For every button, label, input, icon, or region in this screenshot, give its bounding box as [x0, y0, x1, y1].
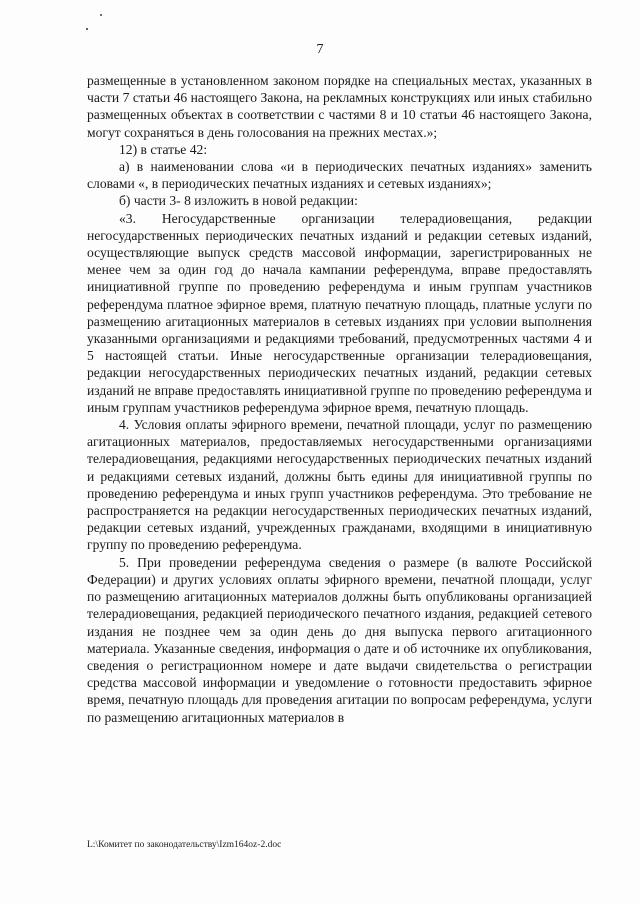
footer-file-path: L:\Комитет по законодательству\Izm164oz-2.doc [87, 840, 282, 850]
paragraph: 5. При проведении референдума сведения о размере (в валюте Российской Федерации) и других условиях оплаты эфирного времени, печатной площади, услуг по размещению агитационных материалов должны быть опубликованы организацией телерадиовещания, редакцией периодического печатного издания, редакцией сетевого издания не позднее чем за один день до дня выпуска первого агитационного материала. Указанные сведения, информация о дате и об источнике их опубликования, сведения о регистрационном номере и дате выдачи свидетельства о регистрации средства массовой информации и уведомление о готовности предоставить эфирное время, печатную площадь для проведения агитации по вопросам референдума, услуги по размещению агитационных материалов в [87, 554, 592, 725]
document-body [87, 72, 592, 726]
paragraph: «3. Негосударственные организации телерадиовещания, редакции негосударственных периодических печатных изданий и редакции сетевых изданий, осуществляющие выпуск средств массовой информации, зарегистрированных не менее чем за один год до начала кампании референдума, вправе предоставлять инициативной группе по проведению референдума и иным группам участников референдума платное эфирное время, платную печатную площадь, платные услуги по размещению агитационных материалов в сетевых изданиях при условии выполнения указанными организациями и редакциями требований, предусмотренных частями 4 и 5 настоящей статьи. Иные негосударственные организации телерадиовещания, редакции негосударственных периодических печатных изданий, редакции сетевых изданий не вправе предоставлять инициативной группе по проведению референдума и иным группам участников референдума эфирное время, печатную площадь. [87, 210, 592, 415]
paragraph: а) в наименовании слова «и в периодических печатных изданиях» заменить словами «, в периодических печатных изданиях и сетевых изданиях»; [87, 159, 592, 192]
page-number: 7 [316, 42, 324, 57]
scan-speck [86, 28, 88, 30]
scan-speck [100, 14, 102, 16]
paragraph: 12) в статье 42: [119, 141, 208, 157]
paragraph: б) части 3- 8 изложить в новой редакции: [119, 193, 358, 209]
paragraph: 4. Условия оплаты эфирного времени, печатной площади, услуг по размещению агитационных материалов, предоставляемых негосударственными организациями телерадиовещания, редакциями негосударственных периодических печатных изданий и редакциями сетевых изданий, должны быть едины для инициативной группы по проведению референдума и иных групп участников референдума. Это требование не распространяется на редакции негосударственных периодических печатных изданий, редакции сетевых изданий, учрежденных гражданами, входящими в инициативную группу по проведению референдума. [87, 417, 592, 553]
paragraph: размещенные в установленном законом порядке на специальных местах, указанных в части 7 статьи 46 настоящего Закона, на рекламных конструкциях или иных стабильно размещенных объектах в соответствии с частями 8 и 10 статьи 46 настоящего Закона, могут сохраняться в день голосования на прежних местах.»; [87, 73, 592, 140]
